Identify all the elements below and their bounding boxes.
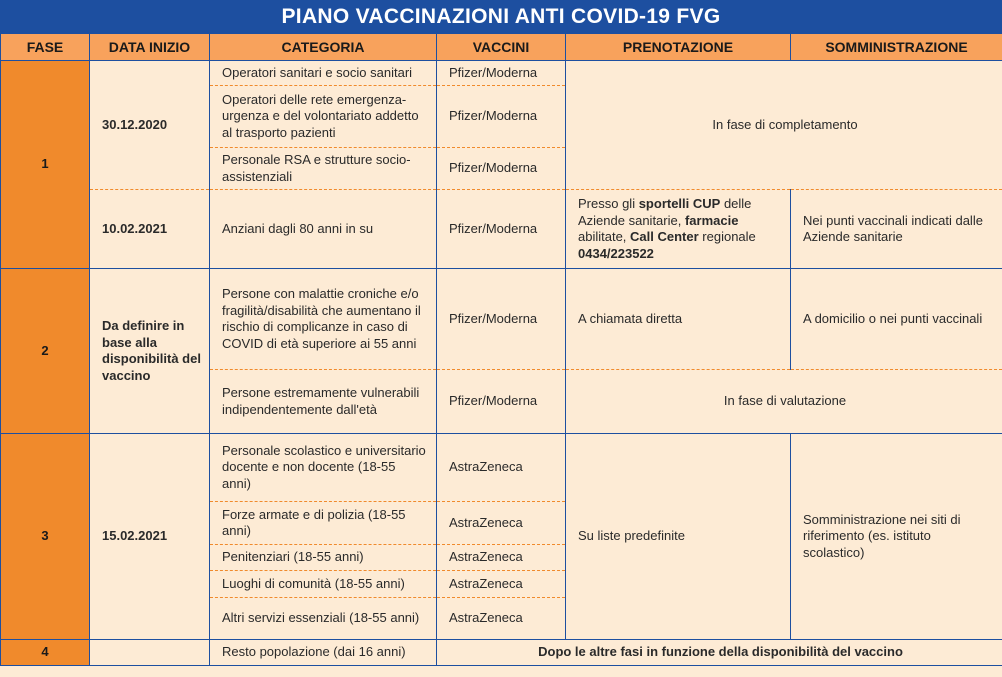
data-inizio: 30.12.2020 — [90, 61, 210, 190]
categoria-cell: Personale scolastico e universitario docente e non docente (18-55 anni) — [210, 434, 437, 502]
somministrazione-cell: Nei punti vaccinali indicati dalle Aziende sanitarie — [791, 190, 1002, 269]
categoria-cell: Personale RSA e strutture socio-assistenziali — [210, 148, 437, 190]
vaccini-cell: Pfizer/Moderna — [437, 269, 566, 370]
categoria-cell: Operatori delle rete emergenza-urgenza e del volontariato addetto al trasporto pazienti — [210, 86, 437, 148]
fase-number: 1 — [1, 61, 90, 269]
note-cell: Dopo le altre fasi in funzione della disponibilità del vaccino — [437, 640, 1002, 666]
header-categoria: CATEGORIA — [210, 34, 437, 61]
prenotazione-text: abilitate, — [578, 229, 631, 244]
vaccini-cell: Pfizer/Moderna — [437, 190, 566, 269]
categoria-cell: Persone estremamente vulnerabili indipendentemente dall'età — [210, 370, 437, 434]
phone-number: 0434/223522 — [578, 245, 654, 261]
vaccini-cell: Pfizer/Moderna — [437, 148, 566, 190]
data-inizio: Da definire in base alla disponibilità del vaccino — [90, 269, 210, 434]
data-inizio-empty — [90, 640, 210, 666]
vaccini-cell: AstraZeneca — [437, 571, 566, 598]
vaccini-cell: AstraZeneca — [437, 434, 566, 502]
fase-number: 3 — [1, 434, 90, 640]
categoria-cell: Resto popolazione (dai 16 anni) — [210, 640, 437, 666]
somministrazione-cell: A domicilio o nei punti vaccinali — [791, 269, 1002, 370]
table-row — [1, 61, 1002, 86]
vaccini-cell: AstraZeneca — [437, 502, 566, 545]
prenotazione-text: Presso gli — [578, 196, 639, 211]
vaccini-cell: Pfizer/Moderna — [437, 370, 566, 434]
fase-number: 4 — [1, 640, 90, 666]
prenotazione-text: regionale — [698, 229, 756, 244]
header-vaccini: VACCINI — [437, 34, 566, 61]
vaccini-cell: Pfizer/Moderna — [437, 86, 566, 148]
prenotazione-cell — [566, 190, 791, 269]
fase-number: 2 — [1, 269, 90, 434]
categoria-cell: Penitenziari (18-55 anni) — [210, 545, 437, 571]
stato-cell: In fase di valutazione — [566, 370, 1002, 434]
header-prenotazione: PRENOTAZIONE — [566, 34, 791, 61]
prenotazione-cell: A chiamata diretta — [566, 269, 791, 370]
table-header-row — [1, 34, 1002, 61]
stato-cell: In fase di completamento — [566, 61, 1002, 190]
categoria-cell: Forze armate e di polizia (18-55 anni) — [210, 502, 437, 545]
categoria-cell: Anziani dagli 80 anni in su — [210, 190, 437, 269]
prenotazione-text: delle Aziende sanitarie, — [578, 196, 752, 228]
prenotazione-highlight: farmacie — [684, 212, 739, 228]
categoria-cell: Operatori sanitari e socio sanitari — [210, 61, 437, 86]
data-inizio: 15.02.2021 — [90, 434, 210, 640]
vaccini-cell: Pfizer/Moderna — [437, 61, 566, 86]
vaccination-plan-table — [0, 33, 1002, 666]
prenotazione-highlight: sportelli CUP — [638, 196, 721, 211]
categoria-cell: Persone con malattie croniche e/o fragilità/disabilità che aumentano il rischio di complicanze in caso di COVID di età superiore ai 55 anni — [210, 269, 437, 370]
prenotazione-highlight: Call Center — [630, 229, 699, 244]
categoria-cell: Luoghi di comunità (18-55 anni) — [210, 571, 437, 598]
vaccini-cell: AstraZeneca — [437, 598, 566, 640]
header-somministrazione: SOMMINISTRAZIONE — [791, 34, 1002, 61]
table-row — [1, 269, 1002, 370]
page-title: PIANO VACCINAZIONI ANTI COVID-19 FVG — [0, 0, 1002, 33]
table-row — [1, 640, 1002, 666]
table-row — [1, 434, 1002, 502]
vaccini-cell: AstraZeneca — [437, 545, 566, 571]
data-inizio: 10.02.2021 — [90, 190, 210, 269]
somministrazione-cell: Somministrazione nei siti di riferimento (es. istituto scolastico) — [791, 434, 1002, 640]
prenotazione-cell: Su liste predefinite — [566, 434, 791, 640]
header-data-inizio: DATA INIZIO — [90, 34, 210, 61]
categoria-cell: Altri servizi essenziali (18-55 anni) — [210, 598, 437, 640]
table-row — [1, 190, 1002, 269]
header-fase: FASE — [1, 34, 90, 61]
